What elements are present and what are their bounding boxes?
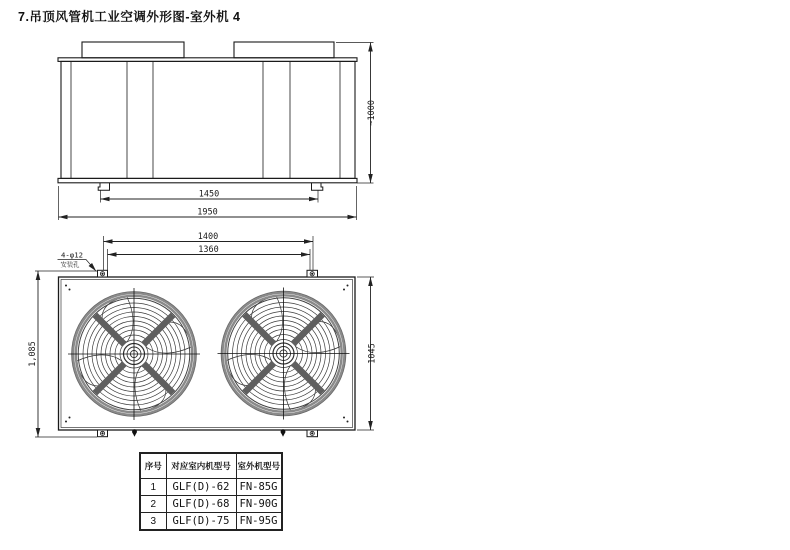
spec-cell-outdoor-model: FN-85G xyxy=(236,479,282,496)
front-shroud-left xyxy=(82,42,184,58)
front-foot-left xyxy=(98,183,109,190)
spec-cell-index: 3 xyxy=(140,513,166,531)
spec-cell-indoor-model: GLF(D)-68 xyxy=(166,496,236,513)
spec-cell-indoor-model: GLF(D)-62 xyxy=(166,479,236,496)
spec-cell-outdoor-model: FN-95G xyxy=(236,513,282,531)
spec-header-outdoor-model: 室外机型号 xyxy=(236,453,282,479)
spec-cell-index: 2 xyxy=(140,496,166,513)
front-total-width-dim: 1950 xyxy=(197,207,218,218)
plan-right-height-dim: 1045 xyxy=(367,343,378,364)
front-feet-span-dim: 1450 xyxy=(198,189,220,200)
plan-hole-span-inner-dim: 1360 xyxy=(198,245,219,255)
spec-header-indoor-model: 对应室内机型号 xyxy=(166,453,236,479)
front-panel-seams xyxy=(71,61,340,178)
fan-grille-left xyxy=(68,288,200,420)
mounting-hole-callout-size: 4-φ12 xyxy=(61,250,83,260)
spec-cell-index: 1 xyxy=(140,479,166,496)
front-view xyxy=(58,42,357,190)
spec-cell-indoor-model: GLF(D)-75 xyxy=(166,513,236,531)
page-title: 7.吊顶风管机工业空调外形图-室外机 4 xyxy=(18,10,241,24)
spec-row xyxy=(140,479,282,496)
fan-grille-right xyxy=(218,288,350,420)
plan-left-height-dim: 1,085 xyxy=(28,341,38,367)
front-bottom-rail xyxy=(58,178,357,182)
spec-cell-outdoor-model: FN-90G xyxy=(236,496,282,513)
front-foot-right xyxy=(312,183,323,190)
front-body xyxy=(61,61,355,178)
front-shroud-right xyxy=(234,42,334,58)
mounting-hole-callout-label: 安装孔 xyxy=(60,261,80,269)
model-spec-table xyxy=(139,452,283,531)
spec-row xyxy=(140,496,282,513)
spec-header-index: 序号 xyxy=(140,453,166,479)
front-height-dim: ~1000 xyxy=(367,100,377,126)
spec-header-row xyxy=(140,453,282,479)
spec-row xyxy=(140,513,282,531)
plan-hole-span-outer-dim: 1400 xyxy=(197,232,219,242)
plan-view xyxy=(59,270,356,437)
